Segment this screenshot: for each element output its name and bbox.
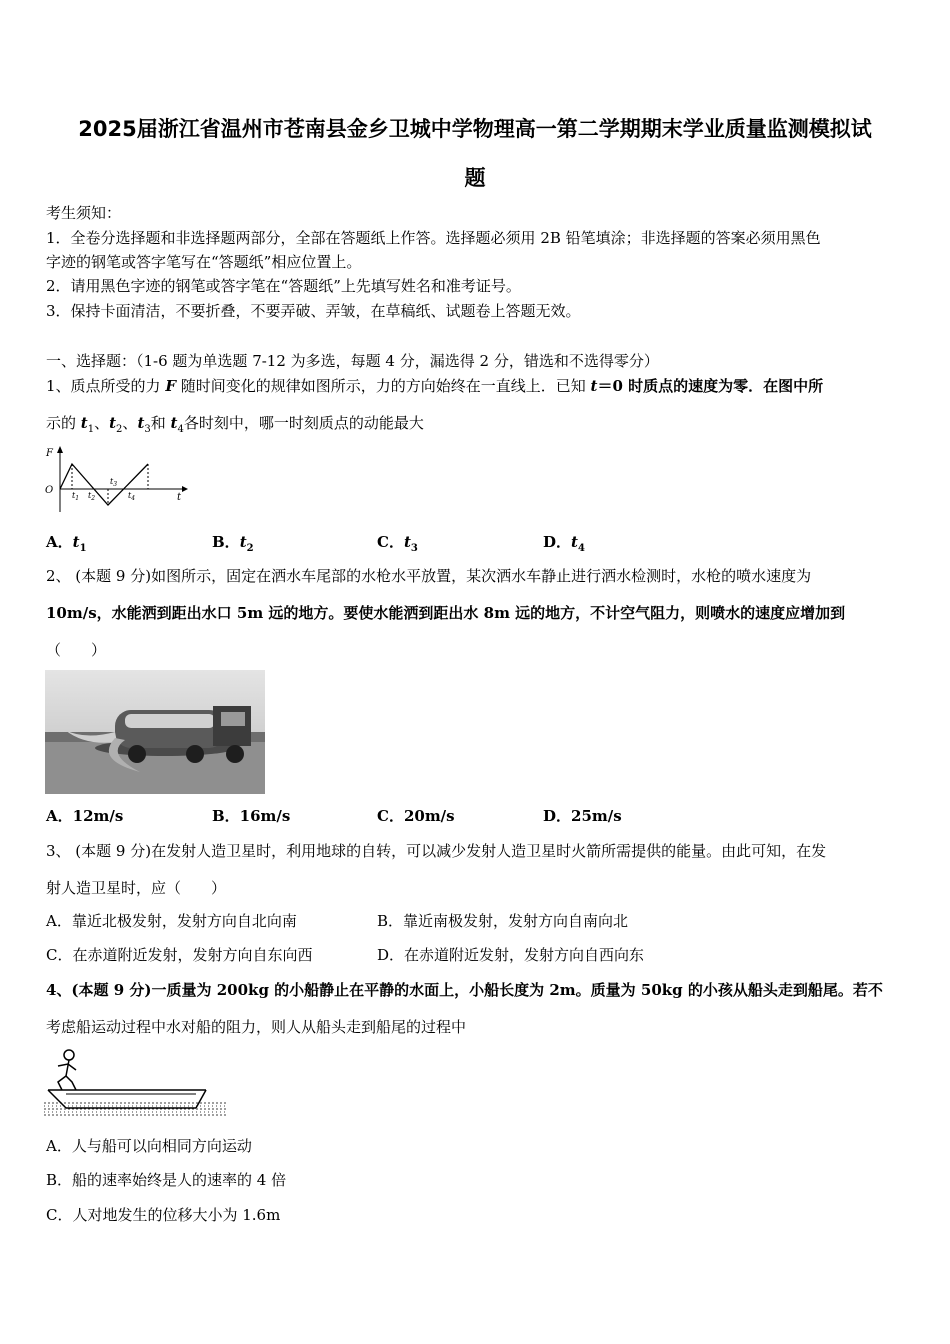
q2-stem-cont: 10m/s，水能洒到距出水口 5m 远的地方。要使水能洒到距出水 8m 远的地方，不计空气阻力，则喷水的速度应增加到 [46,604,846,622]
q3-option-a[interactable]: A．靠近北极发射，发射方向自北向南 [46,912,297,930]
notice-item-1: 1．全卷分选择题和非选择题两部分，全部在答题纸上作答。选择题必须用 2B 铅笔填涂；非选择题的答案必须用黑色 [46,229,821,247]
q1-option-a[interactable]: A．$t_1$ [46,533,87,554]
q3-stem-cont: 射人造卫星时，应（ ） [46,879,227,897]
svg-text:t1: $t_1$ [72,491,80,502]
notice-item-3: 3．保持卡面清洁，不要折叠，不要弄破、弄皱，在草稿纸、试题卷上答题无效。 [46,302,581,320]
q1-option-c[interactable]: C．$t_3$ [377,533,418,554]
notice-item-1-cont: 字迹的钢笔或答字笔写在“答题纸”相应位置上。 [46,253,362,271]
q1-option-d[interactable]: D．$t_4$ [543,533,585,554]
q2-option-b[interactable]: B．16m/s [212,807,291,825]
exam-title: 2025届浙江省温州市苍南县金乡卫城中学物理高一第二学期期末学业质量监测模拟试 [78,117,872,141]
q2-stem: 2、 (本题 9 分)如图所示，固定在洒水车尾部的水枪水平放置，某次洒水车静止进行洒水检测时，水枪的喷水速度为 [46,567,812,585]
graph-label-f: F [46,448,53,459]
svg-text:t2: $t_2$ [88,491,96,502]
force-time-graph [42,444,192,516]
q3-stem: 3、 (本题 9 分)在发射人造卫星时，利用地球的自转，可以减少发射人造卫星时火箭所需提供的能量。由此可知，在发 [46,842,827,860]
notice-heading: 考生须知： [46,204,122,222]
q2-option-a[interactable]: A．12m/s [46,807,124,825]
q3-option-d[interactable]: D．在赤道附近发射，发射方向自西向东 [377,946,645,964]
graph-label-t: t [177,492,182,503]
q1-option-b[interactable]: B．$t_2$ [212,533,254,554]
graph-label-o: O [45,485,54,496]
q4-option-c[interactable]: C．人对地发生的位移大小为 1.6m [46,1206,281,1224]
q3-option-b[interactable]: B．靠近南极发射，发射方向自南向北 [377,912,629,930]
q2-blank: （ ） [46,641,107,659]
boat-figure [44,1046,229,1118]
exam-title-cont: 题 [464,166,486,190]
q3-option-c[interactable]: C．在赤道附近发射，发射方向自东向西 [46,946,313,964]
q4-option-a[interactable]: A．人与船可以向相同方向运动 [46,1137,252,1155]
q4-stem: 4、(本题 9 分)一质量为 200kg 的小船静止在平静的水面上，小船长度为 2m。质量为 50kg 的小孩从船头走到船尾。若不 [46,981,883,999]
section-heading: 一、选择题：（1-6 题为单选题 7-12 为多选，每题 4 分，漏选得 2 分，错选和不选得零分） [46,352,659,370]
notice-item-2: 2．请用黑色字迹的钢笔或答字笔在“答题纸”上先填写姓名和准考证号。 [46,277,521,295]
q4-option-b[interactable]: B．船的速率始终是人的速率的 4 倍 [46,1171,287,1189]
sprinkler-truck-photo [45,670,265,794]
q2-option-c[interactable]: C．20m/s [377,807,455,825]
q1-stem-cont: 示的 $t_1$、$t_2$、$t_3$和 $t_4$各时刻中，哪一时刻质点的动能最大 [46,414,424,435]
svg-text:t3: $t_3$ [110,477,118,488]
svg-text:t4: $t_4$ [128,491,136,502]
q2-option-d[interactable]: D．25m/s [543,807,622,825]
q4-stem-cont: 考虑船运动过程中水对船的阻力，则人从船头走到船尾的过程中 [46,1018,467,1036]
q1-stem: 1、质点所受的力 F 随时间变化的规律如图所示，力的方向始终在一直线上．已知 t＝0 时质点的速度为零．在图中所 [46,377,824,395]
